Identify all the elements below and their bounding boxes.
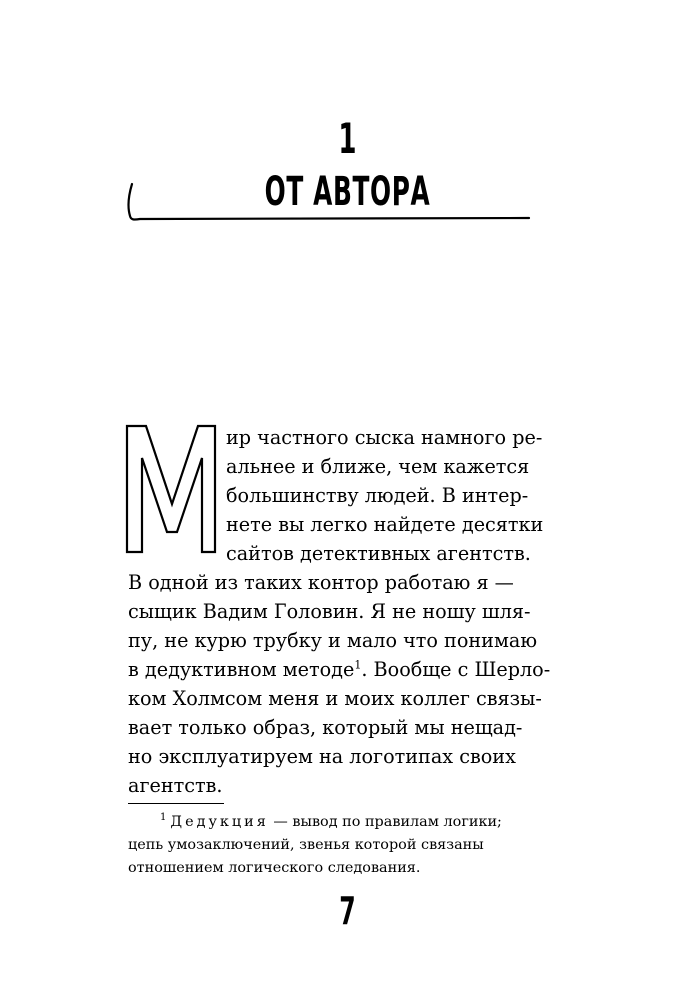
body-line: нете вы легко найдете десятки (226, 513, 544, 536)
body-line: в дедуктивном методе$^1$. Вообще с Шерло- (128, 658, 551, 681)
chapter-number: 1 (338, 114, 357, 163)
body-text (128, 423, 551, 800)
footnote-marker: 1 (160, 812, 167, 824)
chapter-title: ОТ АВТОРА (264, 169, 431, 215)
body-line: ком Холмсом меня и моих коллег связы- (128, 687, 542, 710)
body-line: пу, не курю трубку и мало что понимаю (128, 629, 538, 652)
footnote-line: отношением логического следования. (128, 860, 421, 876)
body-line: сайтов детективных агентств. (226, 542, 531, 565)
body-line: большинству людей. В интер- (226, 484, 529, 507)
footnote-line: $^1$ Дедукция — вывод по правилам логики; (160, 812, 502, 830)
footnote-rule (128, 803, 224, 804)
body-line: В одной из таких контор работаю я — (128, 571, 514, 594)
body-line: ир частного сыска намного ре- (226, 426, 543, 449)
footnote-line: цепь умозаключений, звенья которой связаны (128, 837, 484, 853)
body-line: вает только образ, который мы нещад- (128, 716, 523, 739)
footnote-term: Дедукция (170, 814, 269, 830)
body-line: альнее и ближе, чем кажется (226, 455, 530, 478)
body-line: сыщик Вадим Головин. Я не ношу шля- (128, 600, 531, 623)
footnote (128, 811, 528, 880)
footnote-reference[interactable]: 1 (354, 658, 362, 672)
body-line: агентств. (128, 774, 223, 797)
page-number: 7 (339, 889, 356, 933)
body-line: но эксплуатируем на логотипах своих (128, 745, 516, 768)
